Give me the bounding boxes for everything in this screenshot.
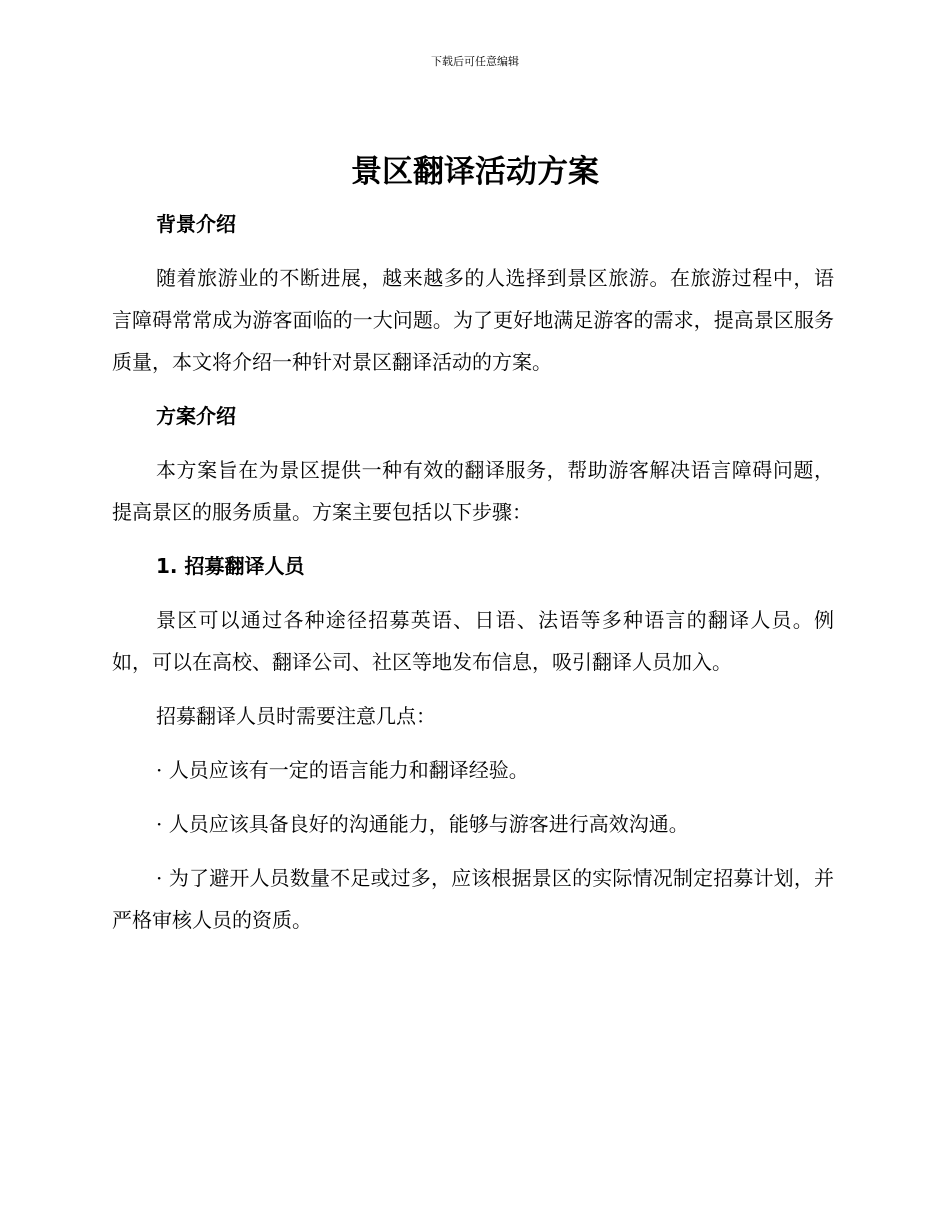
document-title: 景区翻译活动方案 xyxy=(351,154,599,190)
section-heading-plan: 方案介绍 xyxy=(156,404,236,428)
background-paragraph: 随着旅游业的不断进展，越来越多的人选择到景区旅游。在旅游过程中，语言障碍常常成为游客面临的一大问题。为了更好地满足游客的需求，提高景区服务质量，本文将介绍一种针对景区翻译活动的方案。 xyxy=(112,266,834,374)
bullet-item: · 人员应该有一定的语言能力和翻译经验。 xyxy=(156,758,529,782)
step1-paragraph: 景区可以通过各种途径招募英语、日语、法语等多种语言的翻译人员。例如，可以在高校、翻译公司、社区等地发布信息，吸引翻译人员加入。 xyxy=(112,608,834,674)
section-heading-step1: 1. 招募翻译人员 xyxy=(156,554,305,578)
bullet-item: · 人员应该具备良好的沟通能力，能够与游客进行高效沟通。 xyxy=(156,812,689,836)
header-note: 下载后可任意编辑 xyxy=(431,55,519,68)
step1-notes-intro: 招募翻译人员时需要注意几点： xyxy=(156,704,436,728)
bullet-item: · 为了避开人员数量不足或过多，应该根据景区的实际情况制定招募计划，并严格审核人员的资质。 xyxy=(112,866,834,932)
section-heading-background: 背景介绍 xyxy=(156,212,236,236)
document-body xyxy=(112,203,834,953)
plan-paragraph: 本方案旨在为景区提供一种有效的翻译服务，帮助游客解决语言障碍问题，提高景区的服务质量。方案主要包括以下步骤： xyxy=(112,458,834,524)
